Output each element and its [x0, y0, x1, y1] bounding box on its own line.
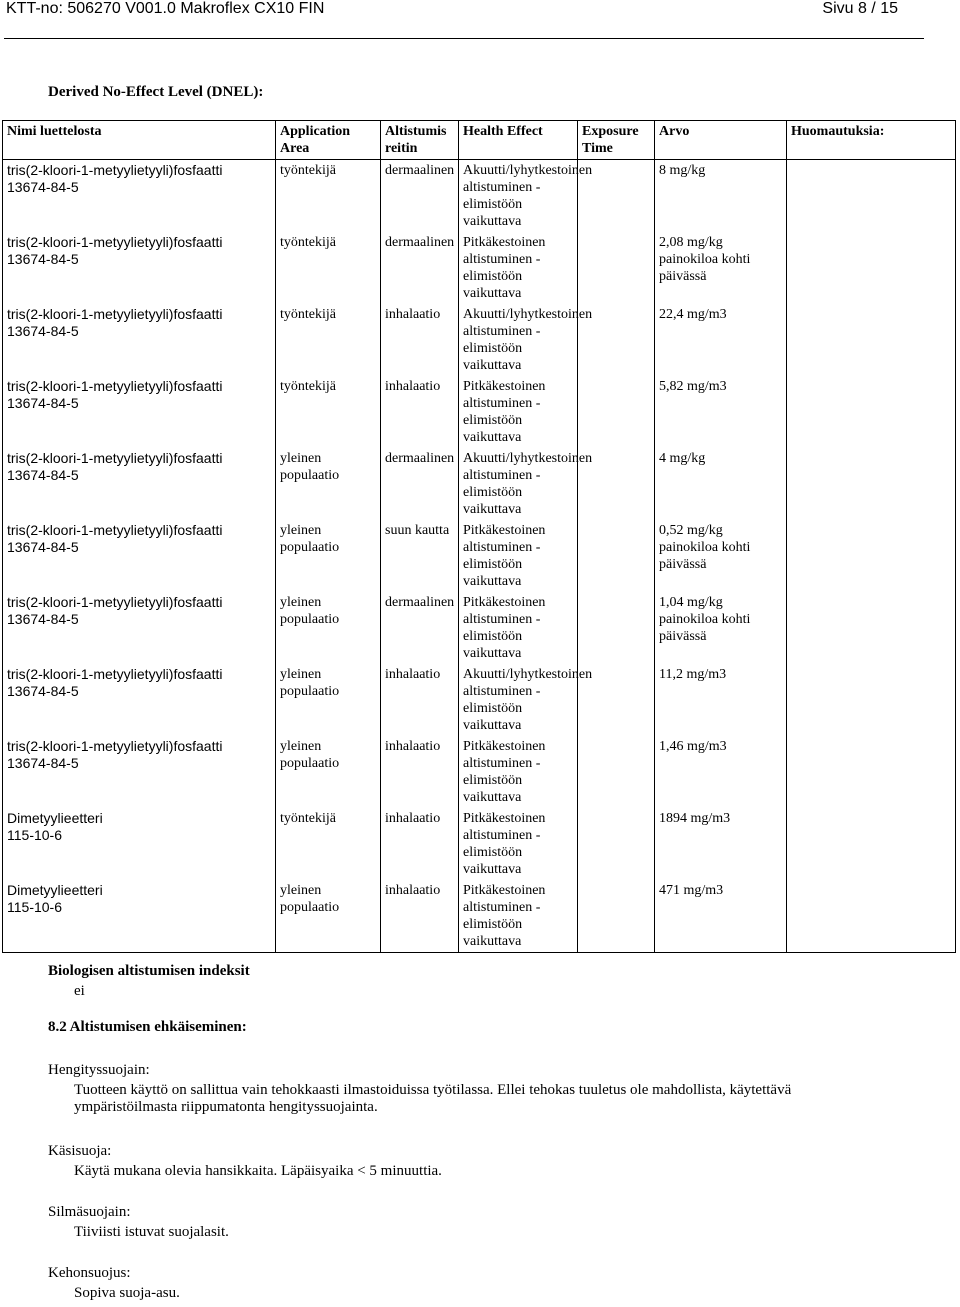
exposure-route: dermaalinen	[385, 235, 455, 250]
substance-name-cell	[3, 664, 276, 736]
dnel-value: 1,04 mg/kg painokiloa kohti päivässä	[659, 595, 751, 644]
exposure-route: inhalaatio	[385, 739, 441, 754]
cas-number: 13674-84-5	[7, 323, 79, 339]
col-header-route: Altistumis reitin	[381, 121, 459, 160]
remark-cell	[787, 448, 956, 520]
substance-name-cell	[3, 160, 276, 233]
cas-number: 13674-84-5	[7, 683, 79, 699]
dnel-value-cell	[655, 448, 787, 520]
substance-name: tris(2-kloori-1-metyylietyyli)fosfaatti	[7, 234, 223, 250]
col-header-note: Huomautuksia:	[787, 121, 956, 160]
application-area: yleinen populaatio	[280, 523, 340, 555]
dnel-value: 2,08 mg/kg painokiloa kohti päivässä	[659, 235, 751, 284]
header-rule	[4, 38, 924, 39]
col-header-effect: Health Effect	[459, 121, 578, 160]
substance-name-cell	[3, 232, 276, 304]
dnel-value-cell	[655, 664, 787, 736]
dnel-table	[2, 120, 956, 953]
health-effect-cell	[459, 376, 578, 448]
eye-text: Tiiviisti istuvat suojalasit.	[74, 1224, 229, 1240]
exposure-route-cell	[381, 376, 459, 448]
substance-name-cell	[3, 304, 276, 376]
health-effect-cell	[459, 592, 578, 664]
dnel-value-cell	[655, 160, 787, 233]
exposure-route: dermaalinen	[385, 595, 455, 610]
application-area-cell	[276, 808, 381, 880]
substance-name-cell	[3, 448, 276, 520]
cas-number: 13674-84-5	[7, 251, 79, 267]
hand-text: Käytä mukana olevia hansikkaita. Läpäisyaika < 5 minuuttia.	[74, 1163, 442, 1179]
exposure-route-cell	[381, 736, 459, 808]
dnel-value: 5,82 mg/m3	[659, 379, 727, 394]
remark-cell	[787, 376, 956, 448]
application-area: työntekijä	[280, 811, 336, 826]
health-effect: Pitkäkestoinen altistuminen - elimistöön vaikuttava	[463, 883, 546, 949]
page-header	[0, 0, 960, 40]
exposure-time-cell	[578, 232, 655, 304]
dnel-value: 8 mg/kg	[659, 163, 706, 178]
health-effect: Akuutti/lyhytkestoinen altistuminen - elimistöön vaikuttava	[463, 451, 593, 517]
exposure-route-cell	[381, 232, 459, 304]
application-area-cell	[276, 232, 381, 304]
substance-name-cell	[3, 520, 276, 592]
application-area: työntekijä	[280, 163, 336, 178]
dnel-value-cell	[655, 232, 787, 304]
cas-number: 13674-84-5	[7, 539, 79, 555]
page-number: Sivu 8 / 15	[822, 0, 898, 17]
substance-name: tris(2-kloori-1-metyylietyyli)fosfaatti	[7, 666, 223, 682]
application-area-cell	[276, 592, 381, 664]
health-effect-cell	[459, 160, 593, 233]
dnel-value-cell	[655, 880, 787, 953]
substance-name-cell	[3, 736, 276, 808]
dnel-value-cell	[655, 808, 787, 880]
application-area-cell	[276, 160, 381, 233]
cas-number: 13674-84-5	[7, 467, 79, 483]
health-effect: Pitkäkestoinen altistuminen - elimistöön vaikuttava	[463, 595, 546, 661]
hand-label: Käsisuoja:	[48, 1143, 112, 1159]
table-row	[3, 232, 956, 304]
exposure-route-cell	[381, 664, 459, 736]
remark-cell	[787, 736, 956, 808]
substance-name: tris(2-kloori-1-metyylietyyli)fosfaatti	[7, 162, 223, 178]
exposure-route: inhalaatio	[385, 379, 441, 394]
exposure-time-cell	[578, 376, 655, 448]
dnel-value: 11,2 mg/m3	[659, 667, 727, 682]
remark-cell	[787, 520, 956, 592]
cas-number: 115-10-6	[7, 827, 63, 843]
table-row	[3, 448, 956, 520]
health-effect-cell	[459, 808, 578, 880]
application-area-cell	[276, 664, 381, 736]
table-row	[3, 664, 956, 736]
exposure-route-cell	[381, 520, 459, 592]
respiratory-text: Tuotteen käyttö on sallittua vain tehokkaasti ilmastoiduissa työtilassa. Ellei tehokas tuuletus ole mahdollista, käytettävä ympäristöilmasta riippumatonta hengityssuojainta.	[74, 1082, 792, 1115]
dnel-value: 22,4 mg/m3	[659, 307, 727, 322]
bio-value: ei	[74, 983, 85, 999]
application-area: yleinen populaatio	[280, 667, 340, 699]
table-row	[3, 592, 956, 664]
substance-name: tris(2-kloori-1-metyylietyyli)fosfaatti	[7, 522, 223, 538]
col-header-time: Exposure Time	[578, 121, 655, 160]
dnel-value-cell	[655, 376, 787, 448]
health-effect: Pitkäkestoinen altistuminen - elimistöön vaikuttava	[463, 379, 546, 445]
substance-name: tris(2-kloori-1-metyylietyyli)fosfaatti	[7, 738, 223, 754]
col-header-name: Nimi luettelosta	[3, 121, 276, 160]
substance-name-cell	[3, 592, 276, 664]
col-header-value: Arvo	[655, 121, 787, 160]
cas-number: 115-10-6	[7, 899, 63, 915]
health-effect: Akuutti/lyhytkestoinen altistuminen - elimistöön vaikuttava	[463, 307, 593, 373]
dnel-value-cell	[655, 592, 787, 664]
respiratory-label: Hengityssuojain:	[48, 1062, 150, 1078]
health-effect: Akuutti/lyhytkestoinen altistuminen - elimistöön vaikuttava	[463, 163, 593, 229]
exposure-route-cell	[381, 592, 459, 664]
exposure-route: dermaalinen	[385, 451, 455, 466]
section-8-2-title: 8.2 Altistumisen ehkäiseminen:	[48, 1019, 247, 1035]
bio-title: Biologisen altistumisen indeksit	[48, 963, 250, 979]
document-id: KTT-no: 506270 V001.0 Makroflex CX10 FIN	[6, 0, 325, 17]
substance-name: Dimetyylieetteri	[7, 882, 103, 898]
exposure-time-cell	[578, 736, 655, 808]
exposure-route-cell	[381, 304, 459, 376]
exposure-time-cell	[578, 880, 655, 953]
health-effect-cell	[459, 736, 578, 808]
table-row	[3, 736, 956, 808]
application-area: työntekijä	[280, 235, 336, 250]
health-effect-cell	[459, 448, 593, 520]
exposure-time-cell	[578, 520, 655, 592]
dnel-value: 4 mg/kg	[659, 451, 706, 466]
health-effect: Pitkäkestoinen altistuminen - elimistöön vaikuttava	[463, 235, 546, 301]
table-row	[3, 880, 956, 953]
application-area: yleinen populaatio	[280, 883, 340, 915]
dnel-value-cell	[655, 736, 787, 808]
cas-number: 13674-84-5	[7, 755, 79, 771]
application-area-cell	[276, 880, 381, 953]
cas-number: 13674-84-5	[7, 611, 79, 627]
substance-name: tris(2-kloori-1-metyylietyyli)fosfaatti	[7, 378, 223, 394]
dnel-value: 1,46 mg/m3	[659, 739, 727, 754]
application-area: yleinen populaatio	[280, 451, 340, 483]
health-effect-cell	[459, 664, 593, 736]
application-area-cell	[276, 376, 381, 448]
body-label: Kehonsuojus:	[48, 1265, 131, 1281]
application-area-cell	[276, 520, 381, 592]
health-effect-cell	[459, 304, 593, 376]
section-title: Derived No-Effect Level (DNEL):	[48, 84, 264, 100]
application-area: yleinen populaatio	[280, 739, 340, 771]
table-row	[3, 808, 956, 880]
substance-name-cell	[3, 880, 276, 953]
dnel-value: 1894 mg/m3	[659, 811, 731, 826]
remark-cell	[787, 232, 956, 304]
application-area-cell	[276, 448, 381, 520]
remark-cell	[787, 880, 956, 953]
substance-name: tris(2-kloori-1-metyylietyyli)fosfaatti	[7, 594, 223, 610]
table-row	[3, 160, 956, 233]
table-header-row	[3, 121, 956, 160]
exposure-route-cell	[381, 160, 459, 233]
eye-label: Silmäsuojain:	[48, 1204, 131, 1220]
substance-name: tris(2-kloori-1-metyylietyyli)fosfaatti	[7, 306, 223, 322]
table-row	[3, 376, 956, 448]
dnel-value-cell	[655, 520, 787, 592]
substance-name: tris(2-kloori-1-metyylietyyli)fosfaatti	[7, 450, 223, 466]
table-row	[3, 520, 956, 592]
application-area: työntekijä	[280, 307, 336, 322]
col-header-area: Application Area	[276, 121, 381, 160]
health-effect-cell	[459, 880, 578, 953]
exposure-route-cell	[381, 448, 459, 520]
exposure-route: inhalaatio	[385, 307, 441, 322]
substance-name-cell	[3, 808, 276, 880]
dnel-value: 0,52 mg/kg painokiloa kohti päivässä	[659, 523, 751, 572]
exposure-route: inhalaatio	[385, 883, 441, 898]
substance-name: Dimetyylieetteri	[7, 810, 103, 826]
application-area-cell	[276, 304, 381, 376]
exposure-time-cell	[578, 808, 655, 880]
remark-cell	[787, 304, 956, 376]
exposure-route: inhalaatio	[385, 667, 441, 682]
application-area: yleinen populaatio	[280, 595, 340, 627]
dnel-value: 471 mg/m3	[659, 883, 724, 898]
cas-number: 13674-84-5	[7, 395, 79, 411]
health-effect: Pitkäkestoinen altistuminen - elimistöön vaikuttava	[463, 739, 546, 805]
exposure-route: dermaalinen	[385, 163, 455, 178]
health-effect-cell	[459, 520, 578, 592]
substance-name-cell	[3, 376, 276, 448]
health-effect-cell	[459, 232, 578, 304]
exposure-time-cell	[578, 592, 655, 664]
exposure-route-cell	[381, 880, 459, 953]
exposure-route: suun kautta	[385, 523, 450, 538]
cas-number: 13674-84-5	[7, 179, 79, 195]
health-effect: Akuutti/lyhytkestoinen altistuminen - elimistöön vaikuttava	[463, 667, 593, 733]
application-area-cell	[276, 736, 381, 808]
health-effect: Pitkäkestoinen altistuminen - elimistöön vaikuttava	[463, 523, 546, 589]
remark-cell	[787, 160, 956, 233]
exposure-route-cell	[381, 808, 459, 880]
health-effect: Pitkäkestoinen altistuminen - elimistöön vaikuttava	[463, 811, 546, 877]
dnel-value-cell	[655, 304, 787, 376]
application-area: työntekijä	[280, 379, 336, 394]
exposure-route: inhalaatio	[385, 811, 441, 826]
remark-cell	[787, 808, 956, 880]
body-text: Sopiva suoja-asu.	[74, 1285, 180, 1301]
remark-cell	[787, 664, 956, 736]
table-row	[3, 304, 956, 376]
remark-cell	[787, 592, 956, 664]
